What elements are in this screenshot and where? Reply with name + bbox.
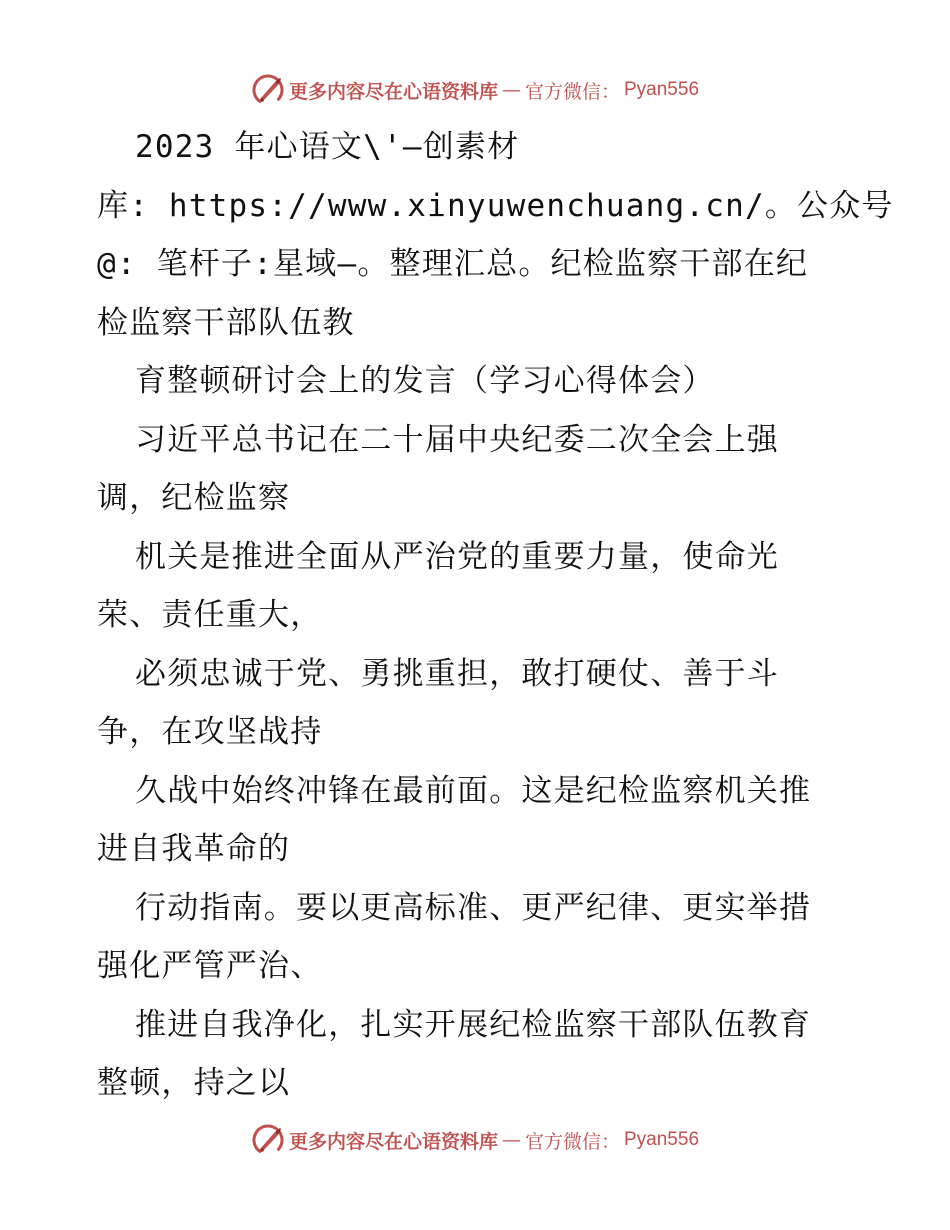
text-line: 2023 年心语文\'—创素材	[135, 129, 520, 165]
quill-pen-logo-icon	[251, 73, 285, 107]
document-body	[97, 118, 894, 1113]
text-line: 荣、责任重大，	[97, 597, 323, 633]
text-line: @: 笔杆子:星域—。整理汇总。纪检监察干部在纪	[97, 246, 809, 282]
banner-dash: —	[501, 79, 521, 101]
text-line: 强化严管严治、	[97, 948, 323, 984]
text-line: 机关是推进全面从严治党的重要力量，使命光	[135, 538, 779, 575]
text-line: 必须忠诚于党、勇挑重担，敢打硬仗、善于斗	[135, 655, 779, 692]
footer-banner	[0, 1120, 950, 1160]
text-line: 久战中始终冲锋在最前面。这是纪检监察机关推	[135, 772, 812, 809]
text-line: 库: https://www.xinyuwenchuang.cn/。公众号	[97, 187, 894, 224]
banner-wechat-id: Pyan556	[624, 79, 700, 100]
text-line: 调，纪检监察	[97, 480, 291, 516]
text-line: 育整顿研讨会上的发言（学习心得体会）	[135, 363, 715, 399]
header-banner	[0, 70, 950, 110]
banner-content	[251, 73, 699, 107]
text-line: 行动指南。要以更高标准、更严纪律、更实举措	[135, 889, 812, 926]
banner-dash: —	[501, 1129, 521, 1151]
text-line: 推进自我净化，扎实开展纪检监察干部队伍教育	[135, 1006, 812, 1043]
banner-title: 更多内容尽在心语资料库	[288, 1130, 498, 1153]
quill-pen-logo-icon	[251, 1123, 285, 1157]
text-line: 检监察干部队伍教	[97, 304, 355, 341]
text-line: 进自我革命的	[97, 831, 291, 867]
text-line: 争，在攻坚战持	[97, 714, 323, 750]
text-line: 整顿，持之以	[97, 1065, 291, 1101]
banner-title: 更多内容尽在心语资料库	[288, 80, 498, 103]
banner-wechat-id: Pyan556	[624, 1129, 700, 1150]
banner-content	[251, 1123, 699, 1157]
text-line: 习近平总书记在二十届中央纪委二次全会上强	[135, 421, 779, 458]
banner-wechat-label: 官方微信：	[524, 80, 620, 103]
banner-wechat-label: 官方微信：	[524, 1130, 620, 1153]
